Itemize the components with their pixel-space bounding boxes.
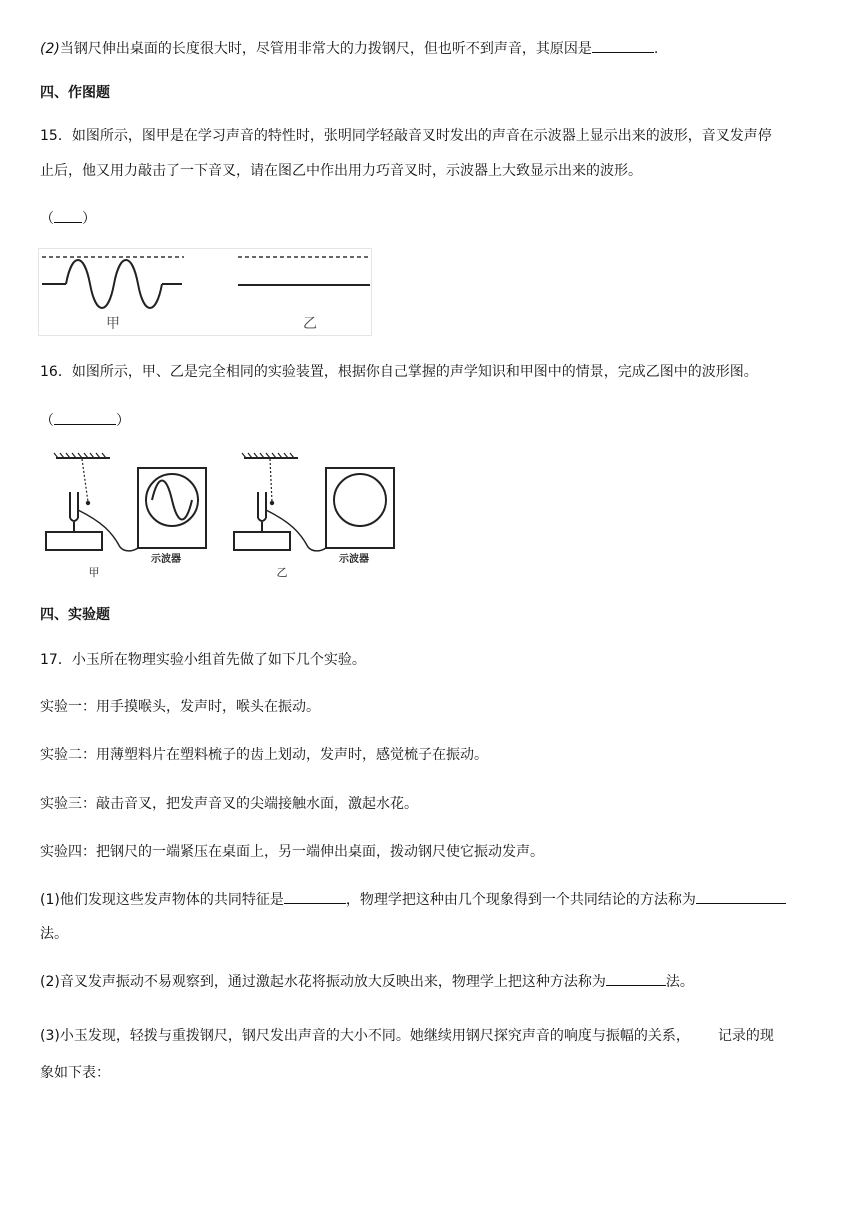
q17-part3-text-b: 记录的现 [717,1028,774,1044]
q14-part2-blank[interactable] [592,38,654,53]
q16-setup-a [46,453,206,579]
q16-answer-blank[interactable] [54,410,116,425]
q16-cable-b [266,510,326,551]
q15-line1: 15．如图所示，图甲是在学习声音的特性时，张明同学轻敲音叉时发出的声音在示波器上显示出来的波形，音叉发声停 [40,128,772,144]
q16-bracket-close: ） [116,413,130,429]
q17-part2-text-a: (2)音叉发声振动不易观察到，通过激起水花将振动放大反映出来，物理学上把这种方法称为 [40,974,606,990]
q16-setup-b [234,453,394,579]
q14-part2-text: 当钢尺伸出桌面的长度很大时，尽管用非常大的力拨钢尺，但也听不到声音，其原因是 [59,41,592,57]
q17-part1-blank-1[interactable] [284,889,346,904]
q16-bracket-open: （ [40,413,54,429]
q16-string-b [270,459,272,502]
q16-cable-a [78,510,138,551]
q15-waveform-a [42,260,182,308]
q16-scope-screen-b [334,474,386,526]
q15-figure [38,248,372,336]
q15-fig-label-a: 甲 [106,316,120,332]
q17-part2-text-b: 法。 [665,974,694,990]
section-heading-experiment: 四、实验题 [40,607,110,623]
q15-answer-blank[interactable] [54,208,82,223]
q17-part3-end: 象如下表： [40,1065,110,1081]
q17-part2-blank[interactable] [606,971,666,986]
q16-ball-a [86,501,90,505]
q17-experiment-1: 实验一：用手摸喉头，发声时，喉头在振动。 [40,699,320,715]
q15-figure-frame [39,249,372,336]
q16-scope-label-b: 示波器 [339,554,369,565]
q15-bracket-open: （ [40,211,54,227]
q14-part2-label: (2) [40,41,60,57]
q16-fig-label-b: 乙 [276,566,288,579]
q15-line2: 止后，他又用力敲击了一下音叉，请在图乙中作出用力巧音叉时，示波器上大致显示出来的波形。 [40,163,642,179]
q15-answer-bracket [40,208,96,228]
q17-experiment-3: 实验三：敲击音叉，把发声音叉的尖端接触水面，激起水花。 [40,796,418,812]
q16-base-b [234,532,290,550]
q17-part1-line [40,889,786,909]
q16-tuning-fork-a [70,492,78,532]
q17-part3-text-a: (3)小玉发现，轻拨与重拨钢尺，钢尺发出声音的大小不同。她继续用钢尺探究声音的响度与振幅的关系， [40,1028,690,1044]
q16-fig-label-a: 甲 [88,566,100,579]
q14-part2-end: . [653,41,659,57]
q17-part2-line [40,971,694,991]
q16-scope-label-a: 示波器 [151,554,181,565]
q17-part1-text-b: ，物理学把这种由几个现象得到一个共同结论的方法称为 [345,892,696,908]
q17-part1-text-a: (1)他们发现这些发声物体的共同特征是 [40,892,284,908]
q16-scope-wave-a [152,481,192,520]
q17-part1-blank-2[interactable] [696,889,786,904]
q16-line1: 16．如图所示，甲、乙是完全相同的实验装置，根据你自己掌握的声学知识和甲图中的情景，完成乙图中的波形图。 [40,364,758,380]
q17-part3-line [40,1025,774,1045]
q16-figure [42,452,402,584]
q16-tuning-fork-b [258,492,266,532]
q17-intro: 17．小玉所在物理实验小组首先做了如下几个实验。 [40,652,366,668]
q17-part1-end: 法。 [40,926,68,942]
q16-string-a [82,459,88,502]
q17-experiment-2: 实验二：用薄塑料片在塑料梳子的齿上划动，发声时，感觉梳子在振动。 [40,747,488,763]
q17-experiment-4: 实验四：把钢尺的一端紧压在桌面上，另一端伸出桌面，拨动钢尺使它振动发声。 [40,844,544,860]
q15-fig-label-b: 乙 [303,316,317,332]
q15-bracket-close: ） [82,211,96,227]
q16-answer-bracket [40,410,130,430]
q14-part2-line [40,38,658,58]
q16-ball-b [270,501,274,505]
section-heading-drawing: 四、作图题 [40,85,110,101]
q16-base-a [46,532,102,550]
